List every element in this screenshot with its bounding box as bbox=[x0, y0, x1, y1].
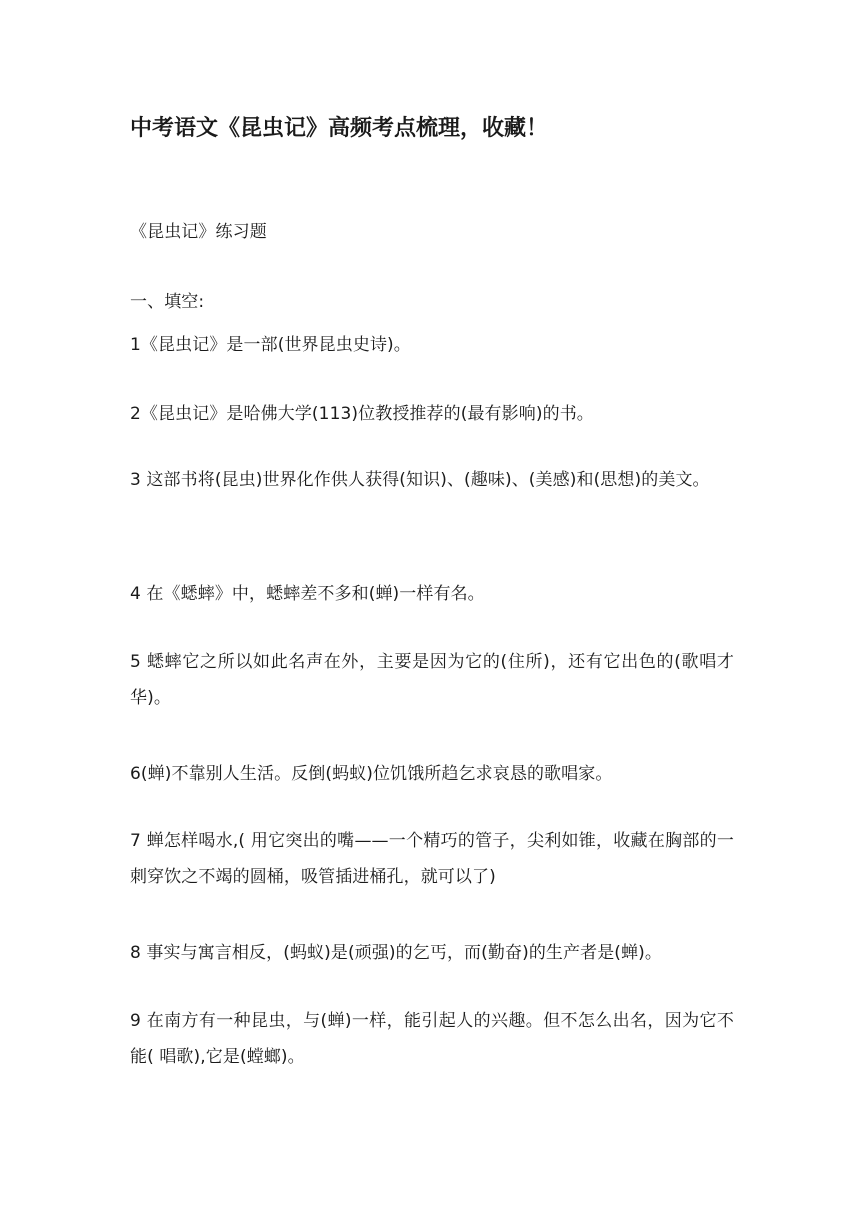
question-item-4: 4 在《蟋蟀》中，蟋蟀差不多和(蝉)一样有名。 bbox=[130, 584, 485, 604]
question-item-8: 8 事实与寓言相反，(蚂蚁)是(顽强)的乞丐，而(勤奋)的生产者是(蝉)。 bbox=[130, 943, 662, 963]
subtitle: 《昆虫记》练习题 bbox=[130, 222, 267, 242]
question-item-1: 1《昆虫记》是一部(世界昆虫史诗)。 bbox=[130, 335, 411, 355]
page-title: 中考语文《昆虫记》高频考点梳理，收藏！ bbox=[130, 116, 549, 141]
question-item-3: 3 这部书将(昆虫)世界化作供人获得(知识)、(趣味)、(美感)和(思想)的美文。 bbox=[130, 470, 710, 490]
question-item-7: 7 蝉怎样喝水,( 用它突出的嘴——一个精巧的管子，尖利如锥，收藏在胸部的一刺穿饮之不竭的圆桶，吸管插进桶孔，就可以了) bbox=[130, 831, 734, 887]
question-item-5: 5 蟋蟀它之所以如此名声在外，主要是因为它的(住所)，还有它出色的(歌唱才华)。 bbox=[130, 652, 734, 708]
section-heading: 一、填空: bbox=[130, 292, 205, 312]
question-item-6: 6(蝉)不靠别人生活。反倒(蚂蚁)位饥饿所趋乞求哀恳的歌唱家。 bbox=[130, 764, 613, 784]
question-item-9: 9 在南方有一种昆虫，与(蝉)一样，能引起人的兴趣。但不怎么出名，因为它不能( 唱歌),它是(螳螂)。 bbox=[130, 1011, 734, 1067]
question-item-2: 2《昆虫记》是哈佛大学(113)位教授推荐的(最有影响)的书。 bbox=[130, 404, 594, 424]
